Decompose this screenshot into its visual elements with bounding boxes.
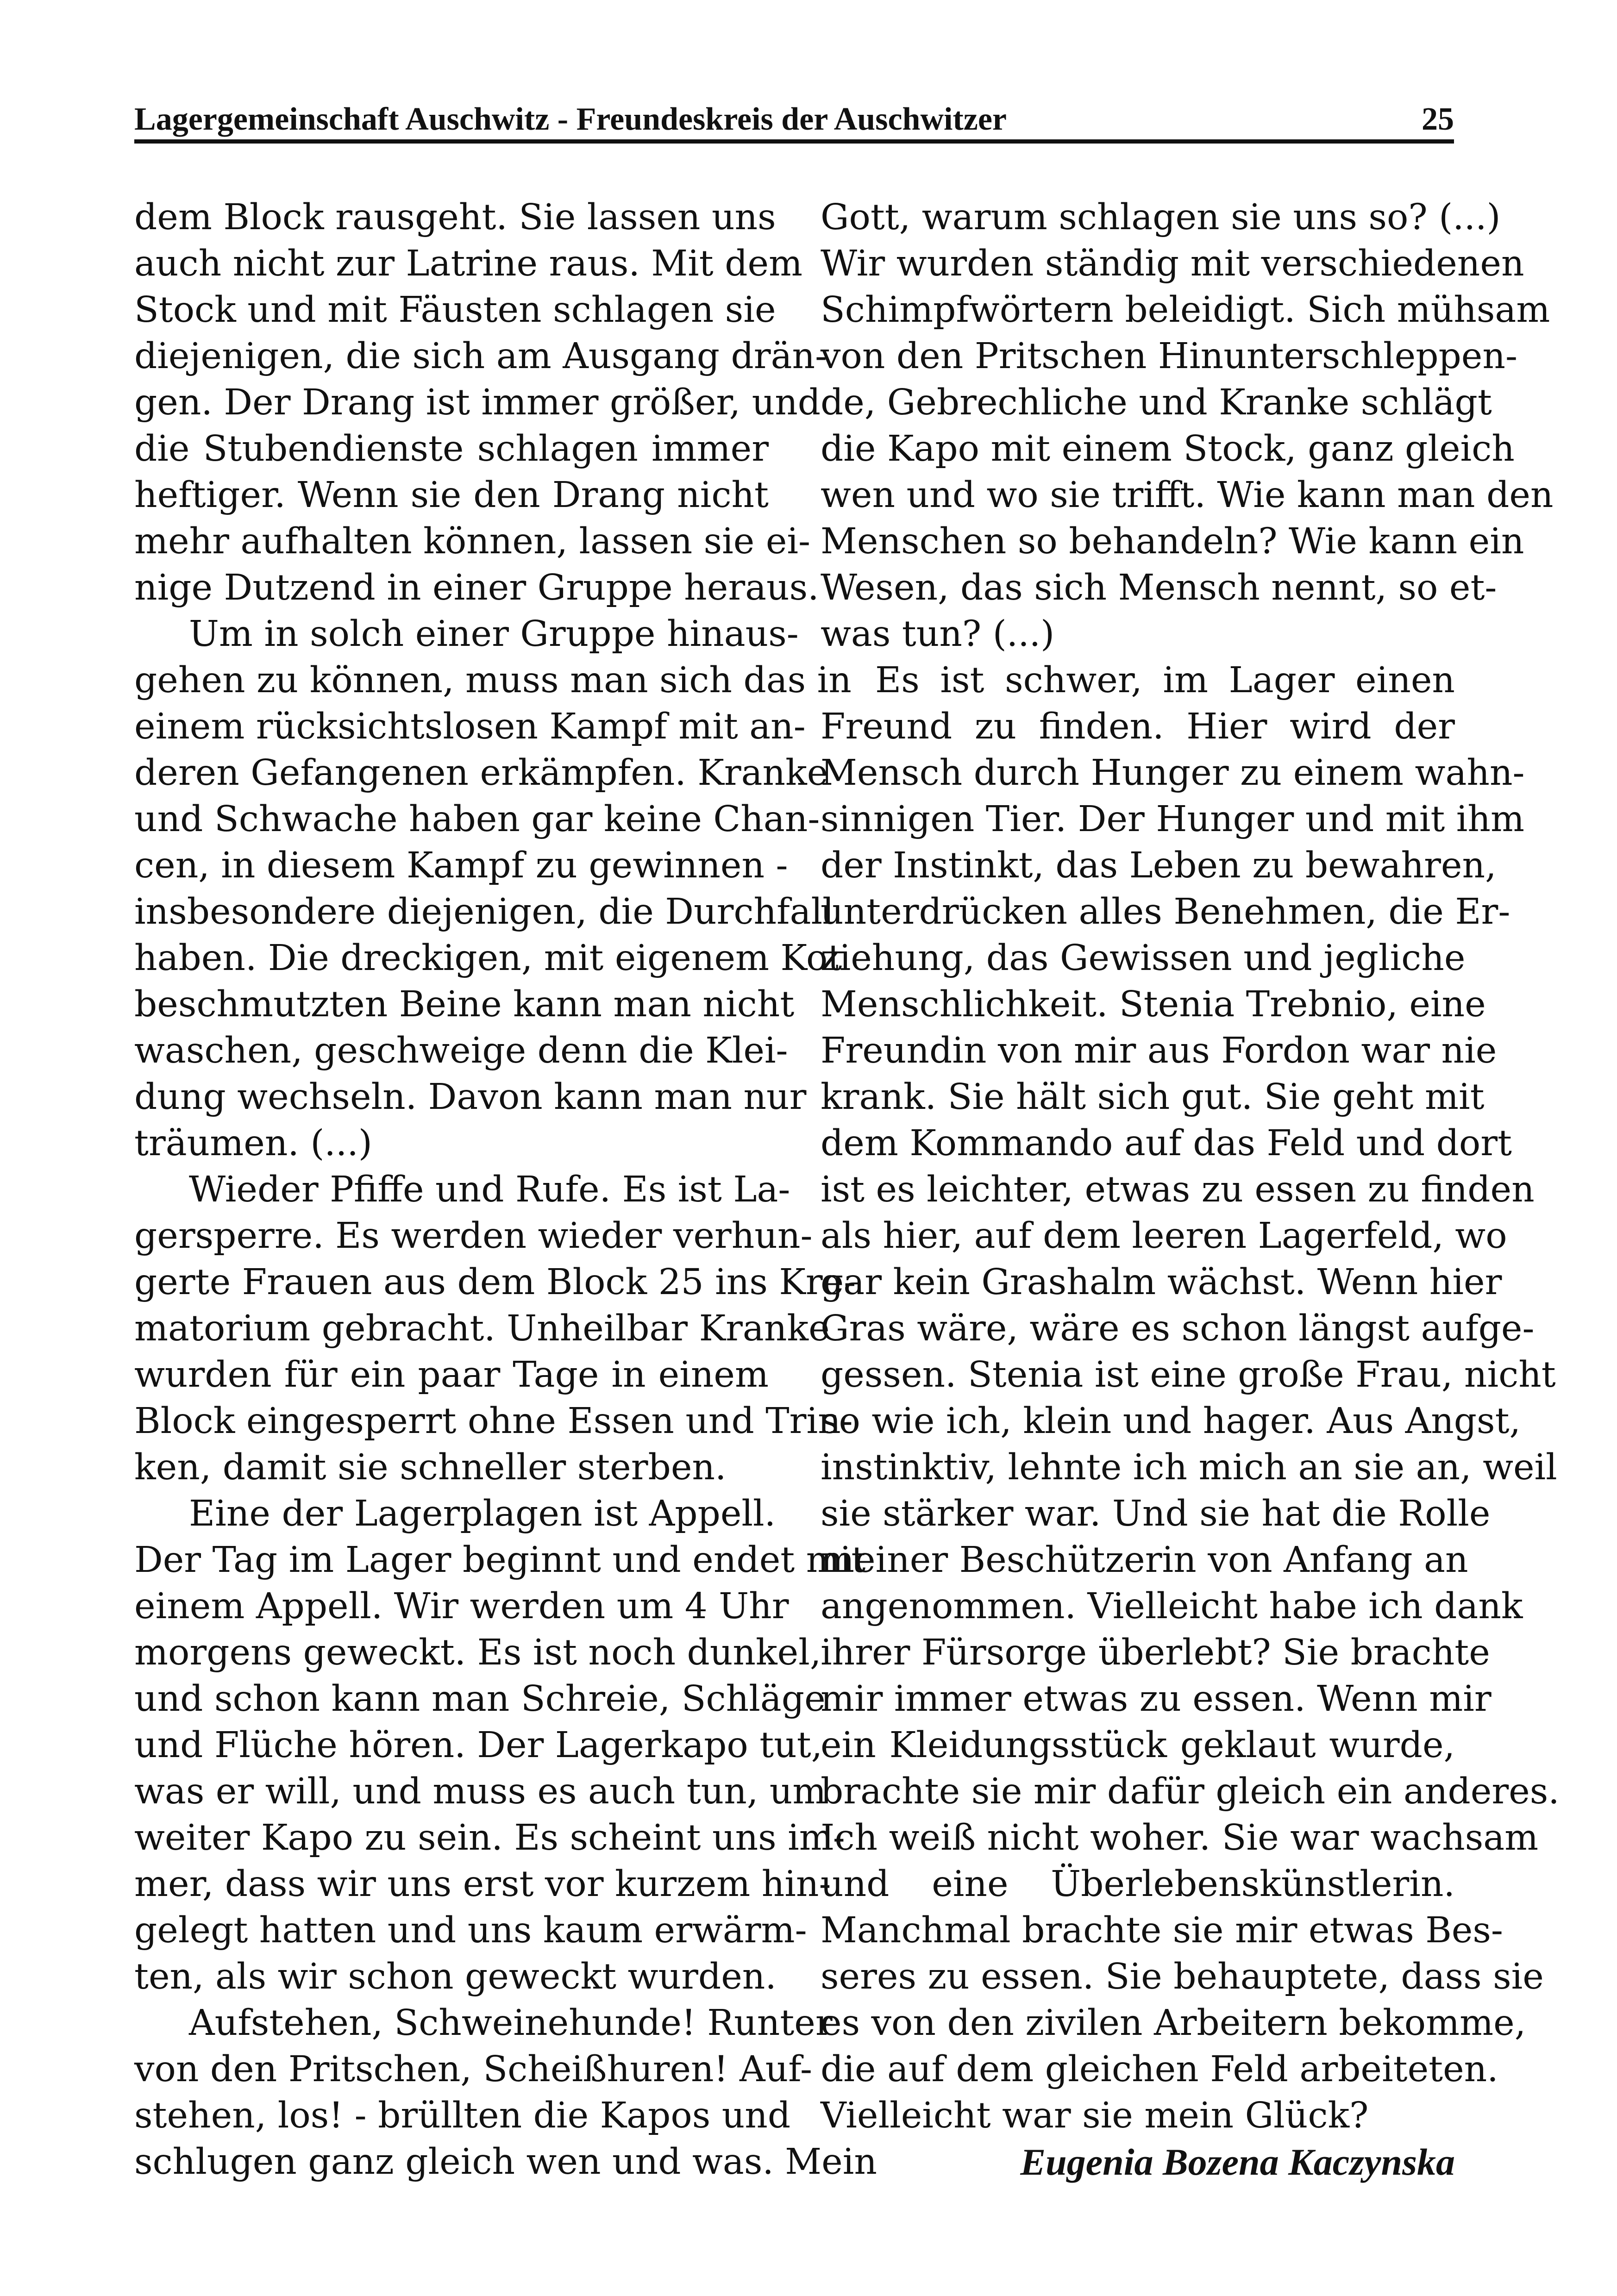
text-line: so wie ich, klein und hager. Aus Angst,	[821, 1401, 1521, 1442]
text-line: ein Kleidungsstück geklaut wurde,	[821, 1725, 1455, 1766]
text-line: Gras wäre, wäre es schon längst aufge-	[821, 1308, 1535, 1349]
text-line: Block eingesperrt ohne Essen und Trin-	[134, 1401, 853, 1442]
text-line: mir immer etwas zu essen. Wenn mir	[821, 1678, 1492, 1720]
text-line: einem rücksichtslosen Kampf mit an-	[134, 706, 806, 747]
text-line: instinktiv, lehnte ich mich an sie an, weil	[821, 1447, 1557, 1488]
text-line: mehr aufhalten können, lassen sie ei-	[134, 521, 811, 562]
text-line: ist es leichter, etwas zu essen zu finden	[821, 1169, 1535, 1210]
text-line: gerte Frauen aus dem Block 25 ins Kre-	[134, 1262, 856, 1303]
text-line: insbesondere diejenigen, die Durchfall	[134, 891, 834, 932]
text-line: die Kapo mit einem Stock, ganz gleich	[821, 428, 1515, 469]
publication-title: Lagergemeinschaft Auschwitz - Freundeskreis der Auschwitzer	[134, 101, 1007, 137]
text-line: wen und wo sie trifft. Wie kann man den	[821, 475, 1554, 516]
text-line: Manchmal brachte sie mir etwas Bes-	[821, 1910, 1503, 1951]
text-line: Der Tag im Lager beginnt und endet mit	[134, 1539, 866, 1581]
right-text-column	[821, 194, 1560, 2185]
text-line: dem Kommando auf das Feld und dort	[821, 1123, 1512, 1164]
text-line: ken, damit sie schneller sterben.	[134, 1447, 727, 1488]
text-line: schlugen ganz gleich wen und was. Mein	[134, 2141, 877, 2183]
text-line: diejenigen, die sich am Ausgang drän-	[134, 336, 827, 377]
text-line: haben. Die dreckigen, mit eigenem Kot	[134, 938, 842, 979]
text-line: gersperre. Es werden wieder verhun-	[134, 1215, 813, 1257]
text-line: deren Gefangenen erkämpfen. Kranke	[134, 752, 828, 794]
text-line: meiner Beschützerin von Anfang an	[821, 1539, 1468, 1581]
text-line: die Stubendienste schlagen immer	[134, 428, 769, 469]
text-line: Eine der Lagerplagen ist Appell.	[189, 1493, 776, 1534]
text-line: gen. Der Drang ist immer größer, und	[134, 382, 821, 423]
text-line: und Schwache haben gar keine Chan-	[134, 799, 820, 840]
text-line: Wesen, das sich Mensch nennt, so et-	[821, 567, 1497, 608]
text-line: unterdrücken alles Benehmen, die Er-	[821, 891, 1510, 932]
text-line: ihrer Fürsorge überlebt? Sie brachte	[821, 1632, 1490, 1673]
text-line: Freund zu finden. Hier wird der	[821, 706, 1455, 747]
text-line: gelegt hatten und uns kaum erwärm-	[134, 1910, 807, 1951]
text-line: seres zu essen. Sie behauptete, dass sie	[821, 1956, 1544, 1997]
text-line: mer, dass wir uns erst vor kurzem hin-	[134, 1864, 831, 1905]
text-line: träumen. (...)	[134, 1123, 372, 1164]
page-number: 25	[1422, 101, 1454, 137]
text-line: angenommen. Vielleicht habe ich dank	[821, 1586, 1523, 1627]
text-line: auch nicht zur Latrine raus. Mit dem	[134, 243, 803, 284]
text-line: brachte sie mir dafür gleich ein anderes.	[821, 1771, 1560, 1812]
text-line: Vielleicht war sie mein Glück?	[821, 2095, 1369, 2136]
text-line: Mensch durch Hunger zu einem wahn-	[821, 752, 1525, 794]
text-line: Wieder Pfiffe und Rufe. Es ist La-	[189, 1169, 790, 1210]
text-line: einem Appell. Wir werden um 4 Uhr	[134, 1586, 789, 1627]
text-line: die auf dem gleichen Feld arbeiteten.	[821, 2049, 1498, 2090]
left-text-column	[134, 194, 877, 2185]
text-line: es von den zivilen Arbeitern bekomme,	[821, 2002, 1526, 2044]
text-line: sinnigen Tier. Der Hunger und mit ihm	[821, 799, 1525, 840]
text-line: ziehung, das Gewissen und jegliche	[821, 938, 1466, 979]
text-line: und eine Überlebenskünstlerin.	[821, 1864, 1455, 1905]
text-line: Menschlichkeit. Stenia Trebnio, eine	[821, 984, 1486, 1025]
running-header	[134, 95, 1454, 144]
text-line: gessen. Stenia ist eine große Frau, nicht	[821, 1354, 1556, 1395]
text-line: stehen, los! - brüllten die Kapos und	[134, 2095, 791, 2136]
text-line: Stock und mit Fäusten schlagen sie	[134, 289, 776, 331]
text-line: Es ist schwer, im Lager einen	[875, 660, 1455, 701]
text-line: Menschen so behandeln? Wie kann ein	[821, 521, 1524, 562]
text-line: als hier, auf dem leeren Lagerfeld, wo	[821, 1215, 1507, 1257]
text-line: was er will, und muss es auch tun, um	[134, 1771, 827, 1812]
text-line: nige Dutzend in einer Gruppe heraus.	[134, 567, 819, 608]
text-line: und schon kann man Schreie, Schläge	[134, 1678, 826, 1720]
text-line: von den Pritschen, Scheißhuren! Auf-	[134, 2049, 813, 2090]
text-line: dem Block rausgeht. Sie lassen uns	[134, 197, 776, 238]
text-line: heftiger. Wenn sie den Drang nicht	[134, 475, 769, 516]
text-line: krank. Sie hält sich gut. Sie geht mit	[821, 1076, 1485, 1118]
text-line: Ich weiß nicht woher. Sie war wachsam	[821, 1817, 1539, 1858]
text-line: gar kein Grashalm wächst. Wenn hier	[821, 1262, 1502, 1303]
text-line: cen, in diesem Kampf zu gewinnen -	[134, 845, 788, 886]
text-line: Schimpfwörtern beleidigt. Sich mühsam	[821, 289, 1550, 331]
author-signature: Eugenia Bozena Kaczynska	[1020, 2141, 1455, 2183]
text-line: sie stärker war. Und sie hat die Rolle	[821, 1493, 1491, 1534]
text-line: beschmutzten Beine kann man nicht	[134, 984, 795, 1025]
text-line: Aufstehen, Schweinehunde! Runter	[189, 2002, 833, 2044]
text-line: morgens geweckt. Es ist noch dunkel,	[134, 1632, 821, 1673]
text-line: weiter Kapo zu sein. Es scheint uns im-	[134, 1817, 845, 1858]
text-line: Gott, warum schlagen sie uns so? (...)	[821, 197, 1501, 238]
text-line: und Flüche hören. Der Lagerkapo tut,	[134, 1725, 823, 1766]
text-line: waschen, geschweige denn die Klei-	[134, 1030, 788, 1071]
text-line: gehen zu können, muss man sich das in	[134, 660, 852, 701]
text-line: der Instinkt, das Leben zu bewahren,	[821, 845, 1497, 886]
text-line: von den Pritschen Hinunterschleppen-	[821, 336, 1517, 377]
text-line: Um in solch einer Gruppe hinaus-	[189, 613, 799, 655]
text-line: was tun? (...)	[821, 613, 1055, 655]
text-line: ten, als wir schon geweckt wurden.	[134, 1956, 777, 1997]
text-line: wurden für ein paar Tage in einem	[134, 1354, 769, 1395]
text-line: matorium gebracht. Unheilbar Kranke	[134, 1308, 830, 1349]
text-line: de, Gebrechliche und Kranke schlägt	[821, 382, 1492, 423]
text-line: Wir wurden ständig mit verschiedenen	[821, 243, 1524, 284]
text-line: dung wechseln. Davon kann man nur	[134, 1076, 807, 1118]
text-line: Freundin von mir aus Fordon war nie	[821, 1030, 1497, 1071]
right-column-lines	[821, 194, 1560, 2139]
